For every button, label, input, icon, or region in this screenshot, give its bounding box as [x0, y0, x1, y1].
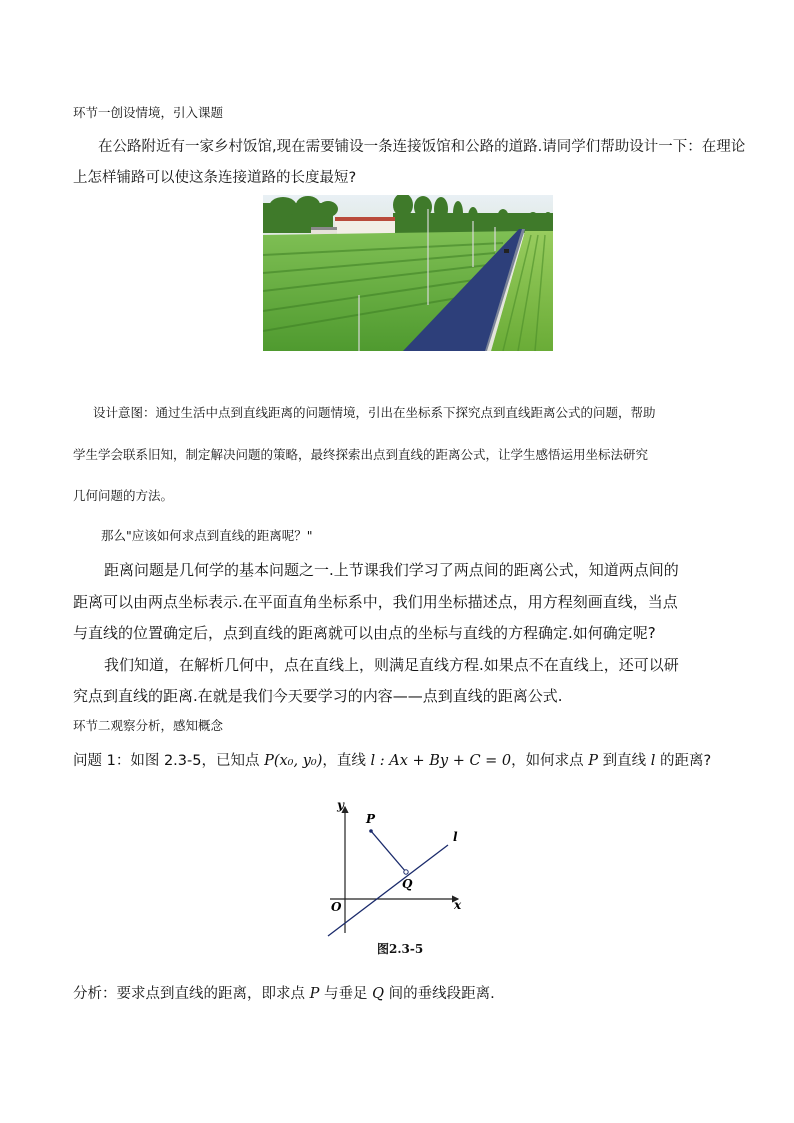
label-o: O: [331, 900, 342, 914]
problem1-p: P: [588, 753, 599, 769]
question-prompt: 那么"应该如何求点到直线的距离呢？": [101, 528, 313, 543]
problem1-l: l: [650, 753, 656, 769]
problem1-suffix-c: 的距离?: [655, 753, 712, 769]
figure-caption: 图2.3-5: [377, 942, 424, 956]
problem1: [73, 749, 711, 770]
analysis-q: Q: [372, 986, 384, 1002]
intro-para2-line1: 我们知道，在解析几何中，点在直线上，则满足直线方程.如果点不在直线上，还可以研: [104, 656, 679, 674]
analysis-suffix: 间的垂线段距离.: [383, 986, 495, 1002]
label-x: x: [454, 898, 462, 912]
figure-2-3-5: [320, 795, 480, 945]
problem1-line-equation: l : Ax + By + C = 0: [370, 753, 512, 769]
analysis-prefix: 分析：要求点到直线的距离，即求点: [73, 986, 310, 1002]
problem1-suffix-b: 到直线: [598, 753, 651, 769]
analysis-p: P: [309, 986, 320, 1002]
problem1-prefix: 问题 1：如图 2.3-5，已知点: [73, 753, 265, 769]
label-y: y: [337, 798, 344, 812]
line-l: [328, 845, 448, 936]
intro-para2-line2: 究点到直线的距离.在就是我们今天要学习的内容——点到直线的距离公式.: [73, 687, 563, 705]
intro-para-line3: 与直线的位置确定后，点到直线的距离就可以由点的坐标与直线的方程确定.如何确定呢?: [73, 624, 656, 642]
problem1-point: P(x₀, y₀): [264, 753, 323, 769]
point-q-dot: [404, 870, 408, 874]
problem1-suffix-a: ，如何求点: [511, 753, 589, 769]
section1-para-line1: 在公路附近有一家乡村饭馆,现在需要铺设一条连接饭馆和公路的道路.请同学们帮助设计一下：在理论: [98, 139, 746, 155]
label-p: P: [366, 812, 376, 826]
intro-para-line2: 距离可以由两点坐标表示.在平面直角坐标系中，我们用坐标描述点，用方程刻画直线，当点: [73, 593, 678, 611]
road-and-fields-photo: [263, 195, 553, 351]
intro-para-line1: 距离问题是几何学的基本问题之一.上节课我们学习了两点间的距离公式，知道两点间的: [104, 561, 679, 579]
problem1-middle: ，直线: [322, 753, 371, 769]
label-l: l: [453, 830, 458, 844]
analysis-middle: 与垂足: [319, 986, 373, 1002]
section1-para-line2: 上怎样铺路可以使这条连接道路的长度最短?: [73, 170, 357, 186]
section2-heading: 环节二观察分析，感知概念: [73, 718, 224, 733]
segment-pq: [371, 831, 406, 872]
design-intent-line1: 设计意图：通过生活中点到直线距离的问题情境，引出在坐标系下探究点到直线距离公式的问题，帮助: [93, 405, 656, 420]
design-intent-line2: 学生学会联系旧知，制定解决问题的策略，最终探索出点到直线的距离公式，让学生感悟运用坐标法研究: [73, 447, 649, 462]
label-q: Q: [402, 877, 413, 891]
analysis: [73, 982, 495, 1003]
point-p-dot: [369, 829, 373, 833]
design-intent-line3: 几何问题的方法。: [73, 488, 174, 503]
section1-heading: 环节一创设情境，引入课题: [73, 105, 224, 120]
